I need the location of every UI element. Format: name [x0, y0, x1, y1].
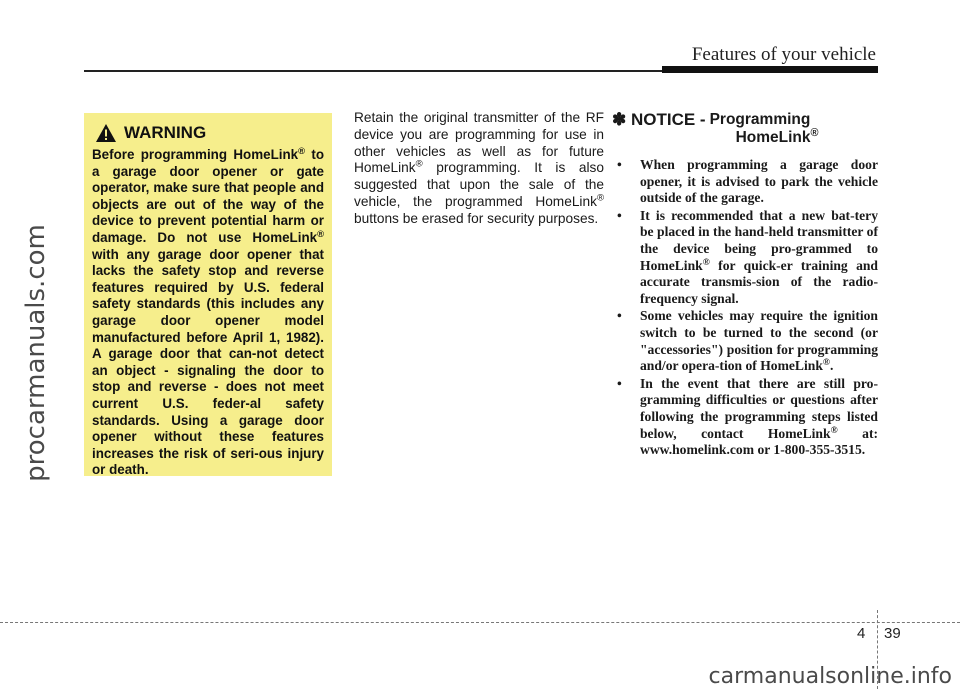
bullet: • [617, 308, 622, 324]
registered-mark: ® [596, 192, 604, 204]
notice-list [612, 157, 878, 459]
list-item-text: for quick-er training and accurate transmis-sion of the radio-frequency signal. [640, 257, 878, 306]
list-item [612, 376, 878, 459]
warning-text [92, 147, 324, 479]
bottom-watermark: carmanualsonline.info [708, 664, 952, 689]
list-item-text: When programming a garage door opener, it is advised to park the vehicle outside of the garage. [640, 157, 878, 206]
notice-subject-text: HomeLink [735, 129, 811, 146]
registered-mark: ® [822, 357, 831, 368]
notice-subject [706, 110, 819, 147]
paragraph-part: buttons be erased for security purposes. [354, 210, 599, 226]
list-item-text: It is recommended that a new bat-tery be placed in the hand-held transmitter of the device being pro-grammed to HomeLink [640, 207, 878, 273]
bullet: • [617, 157, 622, 172]
warning-title: WARNING [124, 123, 207, 142]
notice-subject-line [710, 129, 819, 147]
list-item [612, 208, 878, 308]
notice-subject-line: Programming [709, 111, 811, 128]
side-watermark [14, 188, 58, 518]
list-item-text: at: www.homelink.com or 1-800-355-3515. [640, 425, 878, 458]
registered-mark: ® [810, 127, 819, 140]
warning-header [96, 123, 324, 143]
registered-mark: ® [298, 145, 306, 156]
warning-text-part: with any garage door opener that lacks the safety stop and reverse features required by U.S. federal safety standards (this includes any garage door opener model manufactured before April 1, 1982). A garage door that can-not detect an object - signaling the door to stop and reverse - does not meet current U.S. feder-al safety standards. Using a garage door opener without these features increases the risk of seri-ous injury or death. [92, 246, 324, 478]
page-number: 39 [884, 625, 901, 642]
notice-heading [612, 110, 878, 147]
paragraph-part: programming. It is also suggested that upon the sale of the vehicle, the programmed HomeLink [354, 160, 604, 209]
list-item [612, 308, 878, 374]
header-rule [84, 70, 662, 72]
registered-mark: ® [415, 159, 423, 171]
registered-mark: ® [317, 228, 324, 239]
footer-rule [0, 622, 960, 623]
list-item-text: . [830, 358, 834, 374]
header-rule-accent [662, 66, 878, 73]
registered-mark: ® [702, 257, 710, 268]
section-title: Features of your vehicle [691, 44, 876, 65]
list-item-text: In the event that there are still pro-gramming difficulties or questions after following the programming steps listed below, contact HomeLink [640, 375, 878, 441]
warning-triangle-icon [96, 124, 116, 142]
bullet: • [617, 375, 622, 391]
list-item-text: Some vehicles may require the ignition switch to be turned to the second (or "accessories") position for programming and/or opera-tion of HomeLink [640, 308, 878, 374]
notice-section [612, 110, 878, 460]
warning-text-part: Before programming HomeLink [92, 147, 299, 162]
retain-transmitter-paragraph [354, 110, 604, 228]
warning-text-part: to a garage door opener or gate operator, make sure that people and objects are out of the way of the device to prevent potential harm or damage. Do not use HomeLink [92, 147, 324, 245]
registered-mark: ® [830, 425, 838, 436]
side-watermark-text: procarmanuals.com [21, 224, 52, 482]
chapter-number: 4 [857, 625, 866, 642]
bullet: • [617, 207, 622, 223]
list-item [612, 157, 878, 207]
paragraph-part: Retain the original transmitter of the RF device you are programming for use in other vehicles as well as for future HomeLink [354, 110, 604, 176]
notice-label: ✽ NOTICE - [612, 110, 706, 129]
warning-box [84, 113, 332, 476]
